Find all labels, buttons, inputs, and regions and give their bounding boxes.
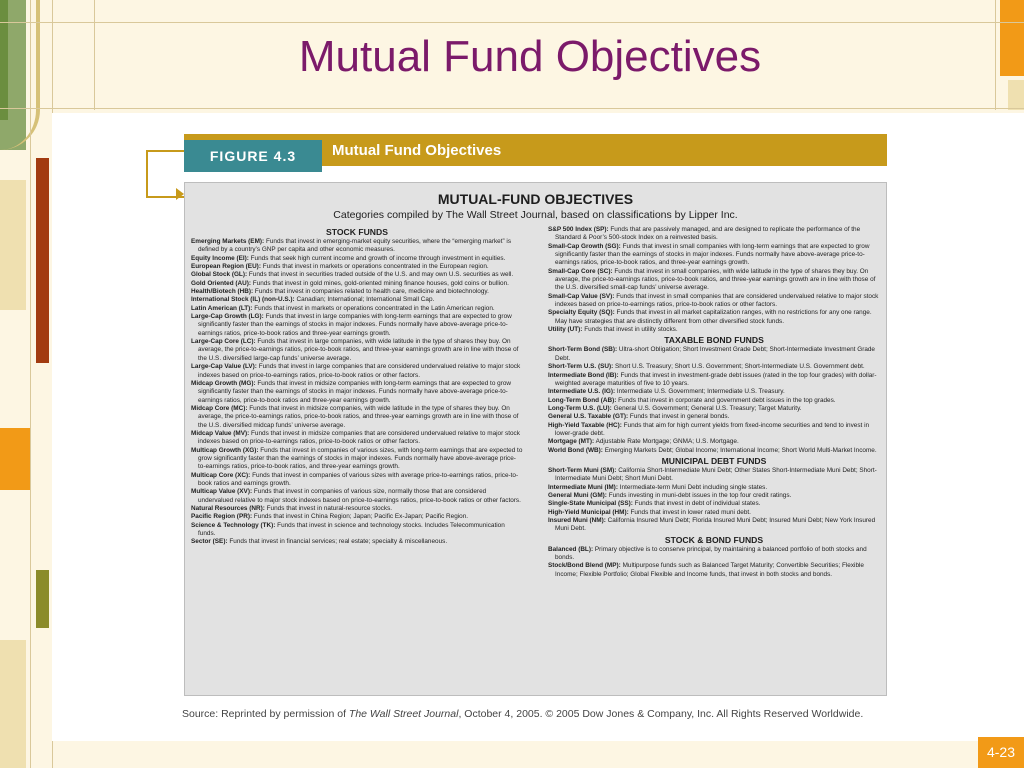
fund-category-term: Midcap Value (MV): xyxy=(191,429,250,437)
fund-category-description: Funds that invest in emerging-market equity securities, where the “emerging market” is defined by a country’s GNP per capita and other economic measures. xyxy=(198,238,512,254)
left-column xyxy=(191,226,523,547)
fund-category-description: Intermediate U.S. Government; Intermediate U.S. Treasury. xyxy=(616,388,785,396)
fund-category-description: California Insured Muni Debt; Florida Insured Muni Debt; Insured Muni Debt; New York Insured Muni Debt. xyxy=(555,517,876,533)
fund-category-entry xyxy=(548,372,880,389)
fund-category-term: Balanced (BL): xyxy=(548,545,594,553)
decor-brown-bar xyxy=(36,158,49,363)
fund-category-description: Short U.S. Treasury; Short U.S. Government; Short-Intermediate U.S. Government debt. xyxy=(615,363,865,371)
fund-category-term: World Bond (WB): xyxy=(548,446,603,454)
fund-category-description: Funds that invest in markets or operations concentrated in the Latin American region. xyxy=(254,304,495,312)
fund-category-description: Funds that invest in science and technology stocks. Includes Telecommunication funds. xyxy=(198,521,505,538)
fund-category-entry xyxy=(191,430,523,447)
decor-orange-block-top-right xyxy=(1000,0,1024,76)
fund-category-term: Utility (UT): xyxy=(548,326,583,334)
fund-category-term: Health/Biotech (HB): xyxy=(191,288,254,296)
section-heading: MUNICIPAL DEBT FUNDS xyxy=(661,455,767,466)
fund-category-term: Large-Cap Core (LC): xyxy=(191,338,256,346)
fund-category-term: Small-Cap Core (SC): xyxy=(548,267,613,275)
fund-category-term: Small-Cap Growth (SG): xyxy=(548,242,621,250)
fund-category-entry xyxy=(191,538,523,546)
fund-category-entry xyxy=(191,280,523,288)
fund-category-entry xyxy=(191,296,523,304)
fund-category-description: Funds that invest in large companies that are considered undervalued relative to major stock indexes based on price-to-earnings ratios, price-to-book ratios or other factors. xyxy=(198,363,521,379)
fund-category-description: Funds that are passively managed, and are designed to replicate the performance of the Standard & Poor’s 500-stock Index on a reinvested basis. xyxy=(555,226,861,242)
fund-category-description: Funds that invest in corporate and government debt issues in the top grades. xyxy=(618,396,836,404)
fund-category-description: Adjustable Rate Mortgage; GNMA; U.S. Mortgage. xyxy=(595,438,739,446)
fund-category-entry xyxy=(548,397,880,405)
fund-category-description: Funds that invest in financial services; real estate; specialty & miscellaneous. xyxy=(229,538,448,546)
fund-category-entry xyxy=(191,313,523,338)
fund-category-entry xyxy=(548,438,880,446)
section-heading: STOCK & BOND FUNDS xyxy=(664,534,764,545)
fund-category-term: Global Stock (GL): xyxy=(191,271,248,279)
fund-category-entry xyxy=(191,488,523,505)
fund-category-entry xyxy=(548,243,880,268)
fund-category-term: Natural Resources (NR): xyxy=(191,505,265,512)
fund-category-description: Funds that invest in large companies, with wide latitude in the type of shares they buy. On average, the price-to-earnings ratios, price-to-book ratios, and three-year earnings growth are in line with those of the U.S. diversified large-cap funds’ universe average. xyxy=(198,338,519,362)
decor-tan-block xyxy=(0,180,26,310)
decor-tan-block-right xyxy=(1008,80,1024,110)
fund-category-term: Large-Cap Growth (LG): xyxy=(191,313,264,321)
fund-category-description: Primary objective is to conserve principal, by maintaining a balanced portfolio of both stocks and bonds. xyxy=(555,545,867,562)
fund-category-term: Intermediate U.S. (IG): xyxy=(548,388,616,396)
fund-category-entry xyxy=(191,338,523,363)
fund-category-entry xyxy=(191,405,523,430)
fund-category-term: Long-Term Bond (AB): xyxy=(548,396,617,404)
section-heading: STOCK FUNDS xyxy=(326,227,388,237)
decor-vline-3 xyxy=(94,0,95,110)
fund-category-term: Midcap Core (MC): xyxy=(191,404,248,412)
fund-category-entry xyxy=(191,363,523,380)
fund-category-term: Pacific Region (PR): xyxy=(191,513,253,521)
fund-category-description: Funds investing in muni-debt issues in the top four credit ratings. xyxy=(608,491,792,499)
fund-category-entry xyxy=(191,255,523,263)
fund-category-term: General Muni (GM): xyxy=(548,491,607,499)
fund-category-description: Funds that invest in general bonds. xyxy=(629,413,730,421)
fund-category-description: Funds that invest in China Region; Japan; Pacific Ex-Japan; Pacific Region. xyxy=(253,513,469,521)
fund-category-entry xyxy=(548,413,880,421)
fund-category-term: Sector (SE): xyxy=(191,538,228,546)
decor-tan-block-lower xyxy=(0,640,26,768)
fund-category-entry xyxy=(548,509,880,517)
fund-category-term: Short-Term Muni (SM): xyxy=(548,466,617,474)
fund-category-term: Midcap Growth (MG): xyxy=(191,379,256,387)
fund-category-description: California Short-Intermediate Muni Debt; Other States Short-Intermediate Muni Debt; Short-Intermediate Muni Debt; Short Muni Debt. xyxy=(555,466,877,483)
fund-category-description: Funds that seek high current income and growth of income through investment in equities. xyxy=(250,254,506,262)
decor-hline-2 xyxy=(0,108,1024,109)
fund-category-term: Single-State Municipal (SS): xyxy=(548,500,633,508)
fund-category-term: Multicap Value (XV): xyxy=(191,488,253,496)
fund-category-term: Multicap Core (XC): xyxy=(191,471,251,479)
fund-category-description: Multipurpose funds such as Balanced Target Maturity; Convertible Securities; Flexible Income; Flexible Portfolio; Global Flexible and Income funds, that invest in both stocks and bonds. xyxy=(555,562,864,578)
fund-category-description: Funds that invest in large companies with long-term earnings that are expected to grow significantly faster than the earnings of stocks in major indexes. Funds normally have above-average price-to-earnings ratios, price-to-book ratios and three-year earnings growth. xyxy=(198,313,512,337)
fund-category-entry xyxy=(548,388,880,396)
fund-category-description: Funds that invest in investment-grade debt issues (rated in the top four grades) with dollar-weighted average maturities of five to 10 years. xyxy=(555,371,877,387)
fund-category-description: Funds that invest in securities traded outside of the U.S. and may own U.S. securities as well. xyxy=(248,271,514,279)
decor-orange-block xyxy=(0,428,30,490)
fund-category-entry xyxy=(548,467,880,484)
fund-category-term: Long-Term U.S. (LU): xyxy=(548,404,612,412)
source-publication: The Wall Street Journal xyxy=(348,708,459,720)
fund-category-term: Specialty Equity (SQ): xyxy=(548,309,615,317)
fund-category-description: Funds that invest in midsize companies with long-term earnings that are expected to grow significantly faster than the earnings of stocks in major indexes. Funds normally have above-average price-to-earnings ratios, price-to-book ratios and three-year earnings growth. xyxy=(198,379,512,404)
fund-category-description: Funds that invest in natural-resource stocks. xyxy=(266,505,393,512)
fund-category-term: Emerging Markets (EM): xyxy=(191,238,265,245)
fund-category-term: High-Yield Taxable (HC): xyxy=(548,421,622,429)
fund-category-entry xyxy=(548,546,880,563)
fund-category-description: Funds that invest in utility stocks. xyxy=(584,326,678,334)
fund-category-term: High-Yield Municipal (HM): xyxy=(548,508,629,516)
fund-category-entry xyxy=(548,363,880,371)
fund-category-term: Large-Cap Value (LV): xyxy=(191,363,257,371)
fund-category-description: Emerging Markets Debt; Global Income; International Income; Short World Multi-Market Income. xyxy=(604,446,877,454)
fund-category-description: Intermediate-term Muni Debt including single states. xyxy=(619,483,768,491)
fund-category-description: Funds that invest in companies of various sizes with average price-to-earnings ratios, price-to-book ratios and earnings growth. xyxy=(198,471,519,487)
fund-category-description: Funds that invest in small companies that are considered undervalued relative to major stock indexes based on price-to-earnings ratios, price-to-book ratios or other factors. xyxy=(555,292,879,309)
decor-olive-block xyxy=(36,570,49,628)
figure-title: Mutual Fund Objectives xyxy=(332,142,502,159)
fund-category-entry xyxy=(548,268,880,293)
fund-category-term: Short-Term Bond (SB): xyxy=(548,346,618,354)
fund-category-entry xyxy=(548,492,880,500)
figure-label: FIGURE 4.3 xyxy=(184,140,322,172)
fund-category-entry xyxy=(191,238,523,255)
fund-category-term: Science & Technology (TK): xyxy=(191,521,276,529)
decor-vline-4 xyxy=(995,0,996,110)
right-column xyxy=(548,226,880,579)
fund-category-entry xyxy=(548,500,880,508)
fund-category-entry xyxy=(191,505,523,513)
fund-category-description: Funds that invest in companies of various size, normally those that are considered undervalued relative to major stock indexes based on price-to-earnings ratios, price-to-book ratios or other factors. xyxy=(198,488,521,504)
section-heading: TAXABLE BOND FUNDS xyxy=(664,335,764,346)
fund-category-description: Funds that invest in companies related to health care, medicine and biotechnology. xyxy=(254,288,489,296)
source-prefix: Source: Reprinted by permission of xyxy=(182,708,349,720)
page-number: 4-23 xyxy=(978,737,1024,768)
fund-category-description: Funds that invest in midsize companies that are considered undervalued relative to major stock indexes based on price-to-earnings ratios, price-to-book ratios or other factors. xyxy=(198,429,520,446)
fund-category-description: Funds that aim for high current yields from fixed-income securities and tend to invest in lower-grade debt. xyxy=(555,421,870,437)
fund-category-entry xyxy=(548,447,880,455)
fund-category-description: Funds that invest in small companies, with wide latitude in the type of shares they buy. On average, the price-to-earnings ratios, price-to-book ratios, and three-year earnings growth are in line with those of the U.S. diversified small-cap funds’ universe average. xyxy=(555,267,876,292)
fund-category-description: Ultra-short Obligation; Short Investment Grade Debt; Short-Intermediate Investment Grade Debt. xyxy=(555,346,875,362)
fund-category-entry xyxy=(548,422,880,439)
fund-category-entry xyxy=(548,484,880,492)
fund-category-term: Intermediate Bond (IB): xyxy=(548,371,619,379)
figure-subheading: Categories compiled by The Wall Street Journal, based on classifications by Lipper Inc. xyxy=(333,209,738,221)
fund-category-term: Intermediate Muni (IM): xyxy=(548,483,618,491)
fund-category-term: General U.S. Taxable (GT): xyxy=(548,413,629,421)
fund-category-entry xyxy=(548,309,880,326)
figure-heading: MUTUAL-FUND OBJECTIVES xyxy=(437,191,634,207)
fund-category-description: General U.S. Government; General U.S. Treasury; Target Maturity. xyxy=(613,404,802,412)
fund-category-entry xyxy=(191,380,523,405)
fund-category-entry xyxy=(191,472,523,489)
fund-category-entry xyxy=(191,522,523,539)
fund-category-term: International Stock (IL) (non-U.S.): xyxy=(191,296,295,304)
fund-category-term: Insured Muni (NM): xyxy=(548,517,606,524)
fund-category-entry xyxy=(548,517,880,534)
fund-category-description: Funds that invest in gold mines, gold-oriented mining finance houses, gold coins or bullion. xyxy=(252,279,509,287)
fund-category-description: Funds that invest in midsize companies, with wide latitude in the type of shares they buy. On average, the price-to-earnings ratios, price-to-book ratios, and three-year earnings growth are in line with those of the U.S. diversified midcap funds’ universe average. xyxy=(198,404,519,429)
fund-category-description: Funds that invest in debt of individual states. xyxy=(634,500,761,508)
fund-category-description: Funds that invest in all market capitalization ranges, with no restrictions for any one range. May have strategies that are distinctly different from other diversified stock funds. xyxy=(555,309,872,325)
fund-category-entry xyxy=(548,293,880,310)
fund-category-term: Mortgage (MT): xyxy=(548,438,595,446)
fund-category-description: Funds that invest in small companies with long-term earnings that are expected to grow significantly faster than the earnings of stocks in major indexes. Funds normally have above-average price-to-earnings ratios, price-to-book ratios, and three-year earnings growth. xyxy=(555,242,870,267)
fund-category-description: Funds that invest in lower rated muni debt. xyxy=(630,508,751,516)
fund-category-term: Gold Oriented (AU): xyxy=(191,279,251,287)
slide-title: Mutual Fund Objectives xyxy=(298,32,762,81)
fund-category-description: Funds that invest in markets or operations concentrated in the European region. xyxy=(262,263,489,271)
decor-hline-1 xyxy=(0,22,1024,23)
fund-category-term: European Region (EU): xyxy=(191,263,261,271)
figure-arrow-icon xyxy=(176,188,184,200)
fund-category-entry xyxy=(548,562,880,579)
fund-category-term: Small-Cap Value (SV): xyxy=(548,292,615,300)
fund-category-entry xyxy=(191,271,523,279)
fund-category-term: Multicap Growth (XG): xyxy=(191,446,259,454)
fund-category-term: Equity Income (EI): xyxy=(191,254,249,262)
fund-category-entry xyxy=(548,226,880,243)
fund-category-entry xyxy=(548,326,880,334)
source-suffix: , October 4, 2005. © 2005 Dow Jones & Company, Inc. All Rights Reserved Worldwide. xyxy=(458,708,864,720)
fund-category-term: Latin American (LT): xyxy=(191,304,253,312)
fund-category-term: S&P 500 Index (SP): xyxy=(548,226,609,233)
fund-category-description: Funds that invest in companies of various sizes, with long-term earnings that are expected to grow significantly faster than the earnings of stocks in major indexes. Funds normally have above-average price-to-earnings ratios, price-to-book ratios, and three-year earnings growth. xyxy=(198,446,523,471)
decor-vline-1 xyxy=(30,0,31,768)
fund-category-entry xyxy=(191,513,523,521)
source-note xyxy=(182,708,863,720)
fund-category-term: Stock/Bond Blend (MP): xyxy=(548,562,621,570)
fund-category-entry xyxy=(191,263,523,271)
fund-category-entry xyxy=(191,305,523,313)
fund-category-entry xyxy=(548,405,880,413)
fund-category-entry xyxy=(191,447,523,472)
fund-category-entry xyxy=(191,288,523,296)
fund-category-entry xyxy=(548,346,880,363)
fund-category-term: Short-Term U.S. (SU): xyxy=(548,363,614,371)
fund-category-description: Canadian; International; International Small Cap. xyxy=(296,296,435,304)
